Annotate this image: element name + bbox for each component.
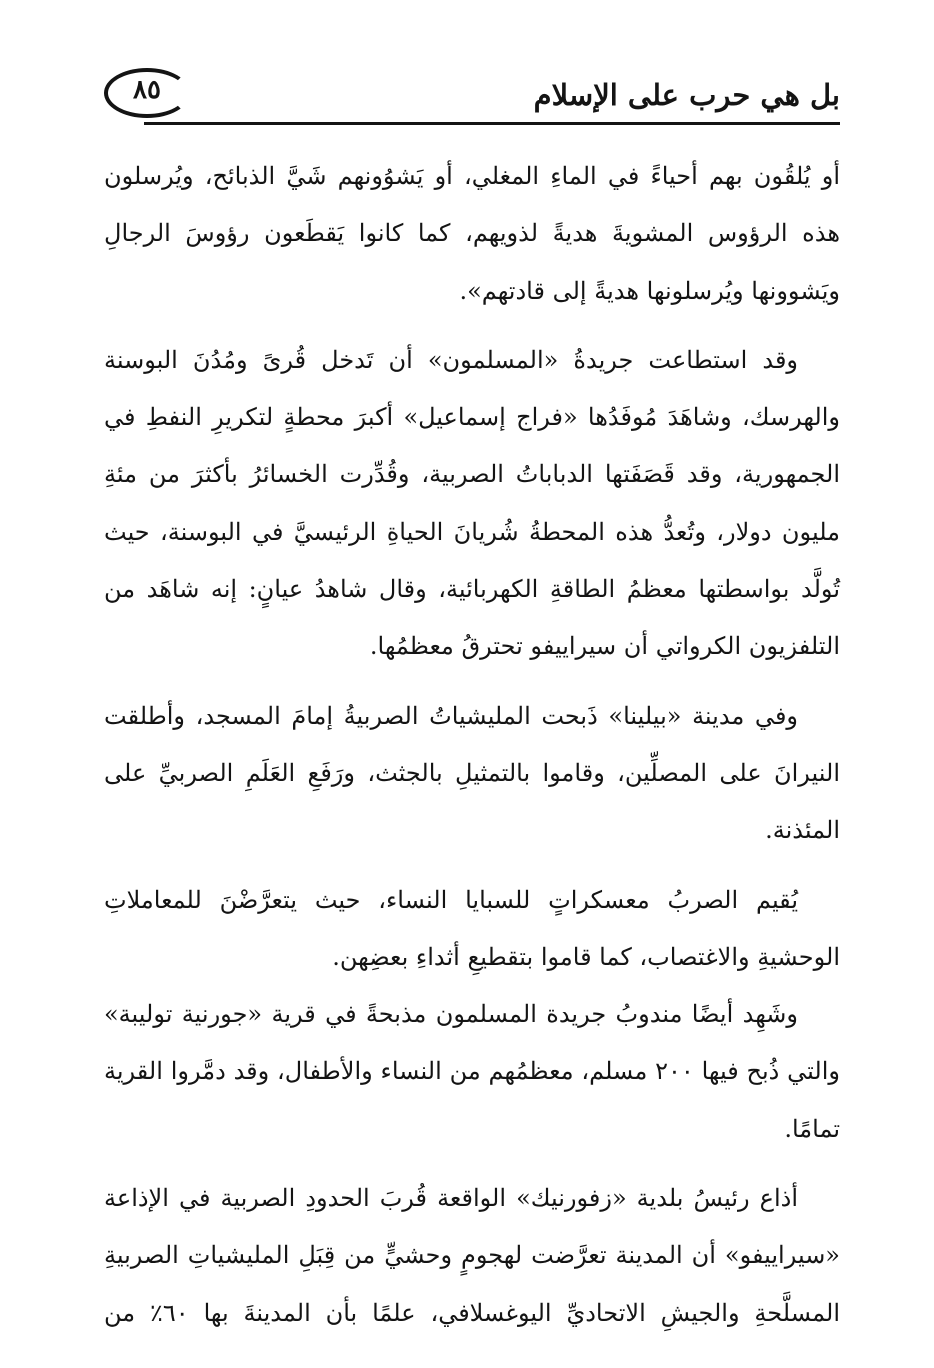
header-rule [144,122,840,125]
paragraph-1: أو يُلقُون بهم أحياءً في الماءِ المغلي، أو يَشوُونهم شَيَّ الذبائح، ويُرسلون هذه الرؤوس المشويةَ هديةً لذويهم، كما كانوا يَقطَعون رؤوسَ الرجالِ ويَشوونها ويُرسلونها هديةً إلى قادتهم». [104,162,840,305]
running-header [104,66,840,128]
paragraph-6: أذاع رئيسُ بلدية «زفورنيك» الواقعة قُربَ الحدودِ الصربية في الإذاعة «سيراييفو» أن المدينة تعرَّضت لهجومٍ وحشيٍّ من قِبَلِ المليشياتِ الصربيةِ المسلَّحةِ والجيشِ الاتحاديِّ اليوغسلافي، علمًا بأن المدينةَ بها ٦٠٪ من [104,1184,840,1327]
paragraph-3: وفي مدينة «بيلينا» ذَبحت المليشياتُ الصربيةُ إمامَ المسجد، وأطلقت النيرانَ على المصلِّين، وقاموا بالتمثيلِ بالجثث، ورَفَعِ العَلَمِ الصربيِّ على المئذنة. [104,701,840,845]
running-title: بل هي حرب على الإسلام [533,78,840,112]
paragraph-2: وقد استطاعت جريدةُ «المسلمون» أن تَدخل قُرىً ومُدُنَ البوسنة والهرسك، وشاهَدَ مُوفَدُها «فراج إسماعيل» أكبرَ محطةٍ لتكريرِ النفطِ في الجمهورية، وقد قَصَفَتها الدباباتُ الصربية، وقُدِّرت الخسائرُ بأكثرَ من مئةِ مليون دولار، وتُعدُّ هذه المحطةُ شُريانَ الحياةِ الرئيسيَّ في البوسنة، حيث تُولَّد بواسطتها معظمُ الطاقةِ الكهربائية، وقال شاهدُ عيانٍ: إنه شاهَد من التلفزيون الكرواتي أن سيراييفو تحترقُ معظمُها. [104,345,840,661]
paragraph-4: يُقيم الصربُ معسكراتٍ للسبايا النساء، حيث يتعرَّضْنَ للمعاملاتِ الوحشيةِ والاغتصاب، كما قاموا بتقطيعِ أثداءِ بعضِهن. [104,885,840,971]
body-text [104,148,840,1342]
paragraph-5: وشَهِد أيضًا مندوبُ جريدة المسلمون مذبحةً في قرية «جورنية توليبة» والتي ذُبح فيها ٢٠٠ مسلم، معظمُهم من النساء والأطفال، وقد دمَّروا القرية تمامًا. [104,1000,840,1143]
page-number: ٨٥ [133,75,161,105]
